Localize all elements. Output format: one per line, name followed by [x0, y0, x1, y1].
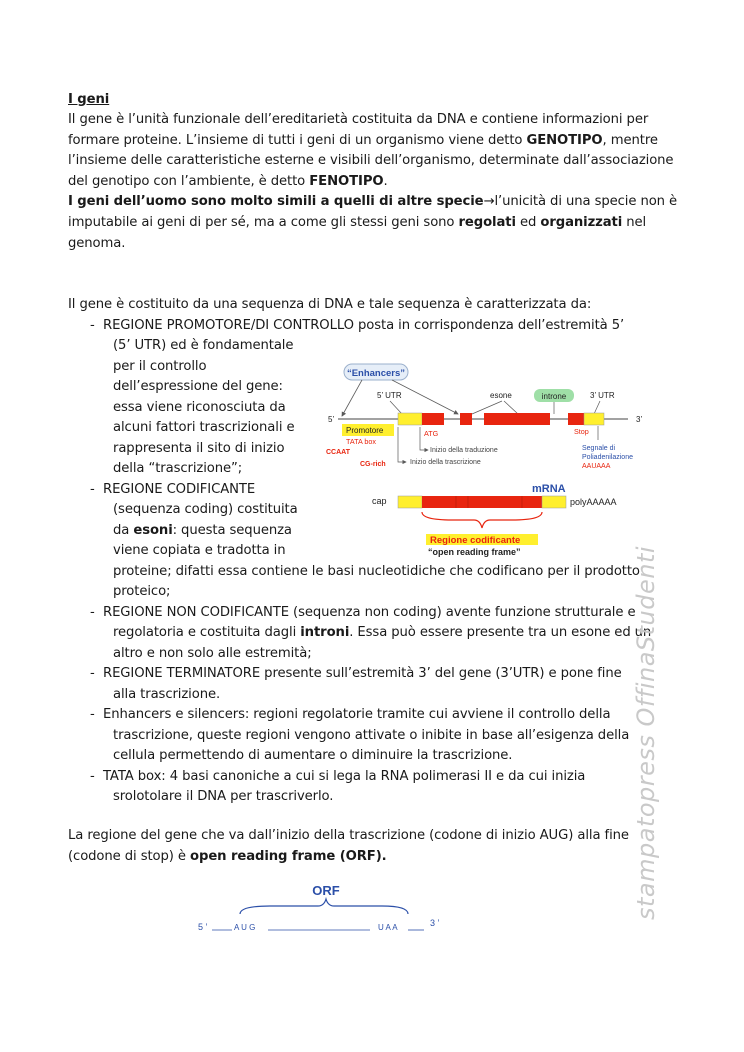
enhancer-arrow — [342, 380, 362, 416]
orf-label: ORF — [312, 883, 340, 898]
fenotipo-term: FENOTIPO — [309, 173, 384, 189]
pointer-line — [390, 401, 402, 414]
intro-text: . — [383, 173, 388, 189]
enhancers-label: “Enhancers” — [346, 368, 406, 379]
utr3-block — [584, 413, 604, 425]
list-dash: - — [90, 707, 95, 722]
three-utr-label: 3’ UTR — [590, 391, 615, 400]
list-line: (sequenza coding) costituita — [113, 502, 298, 517]
list-line: (5’ UTR) ed è fondamentale — [113, 338, 294, 353]
utr5-block — [398, 413, 422, 425]
list-line: dell’espressione del gene: — [113, 379, 283, 394]
lead-sentence: Il gene è costituito da una sequenza di DNA e tale sequenza è caratterizzata da: — [68, 297, 592, 312]
gene-structure-diagram — [322, 356, 658, 562]
stop-label: Stop — [574, 427, 589, 436]
regione-codificante-label: Regione codificante — [430, 535, 521, 546]
orf-five-prime: 5 ’ — [198, 922, 208, 932]
orf-paragraph-text: La regione del gene che va dall’inizio della trascrizione (codone di inizio AUG) alla fine (codone di stop) è — [68, 828, 629, 864]
organizzati-term: organizzati — [540, 214, 623, 230]
inizio-trascrizione-label: Inizio della trascrizione — [410, 459, 481, 466]
list-dash: - — [90, 666, 95, 681]
list-line: REGIONE NON CODIFICANTE (sequenza non coding) avente funzione strutturale e — [103, 605, 636, 620]
intro-text: ed — [515, 214, 541, 230]
mrna-coding — [422, 496, 542, 508]
key-statement: I geni dell’uomo sono molto simili a quelli di altre specie — [68, 194, 484, 210]
exon-block — [422, 413, 444, 425]
intro-text: Il gene è l’unità funzionale dell’ereditarietà costituita da DNA e contiene informazioni per formare proteine. L’insieme di tutti i geni di un organismo viene detto — [68, 112, 649, 148]
promotore-label: Promotore — [346, 426, 384, 435]
exon-block — [568, 413, 584, 425]
three-prime-label: 3’ — [636, 415, 643, 424]
list-line: alla trascrizione. — [113, 687, 221, 702]
mrna-utr5 — [398, 496, 422, 508]
orf-aug: A U G — [234, 923, 256, 932]
list-line: altro e non solo alle estremità; — [113, 646, 312, 661]
list-line: viene copiata e tradotta in — [113, 543, 286, 558]
list-line: REGIONE PROMOTORE/DI CONTROLLO posta in corrispondenza dell’estremità 5’ — [103, 318, 625, 333]
inizio-traduzione-label: Inizio della traduzione — [430, 447, 498, 454]
list-line: Enhancers e silencers: regioni regolatorie tramite cui avviene il controllo della — [103, 707, 611, 722]
list-line: cellula permettendo di aumentare o diminuire la trascrizione. — [113, 748, 513, 763]
list-line: srolotolare il DNA per trascriverlo. — [113, 789, 334, 804]
watermark: stampatopress OffinaStudenti — [632, 545, 660, 920]
list-line: essa viene riconosciuta da — [113, 400, 286, 415]
list-dash: - — [90, 318, 95, 333]
five-utr-label: 5’ UTR — [377, 391, 402, 400]
list-line: trascrizione, queste regioni vengono attivate o inibite in base all’esigenza della — [113, 728, 630, 743]
list-line: proteine; difatti essa contiene le basi nucleotidiche che codificano per il prodotto — [113, 564, 640, 579]
esone-label: esone — [490, 391, 512, 400]
arrow-glyph: → — [483, 194, 495, 210]
list-line: rappresenta il sito di inizio — [113, 441, 285, 456]
orf-uaa: U A A — [378, 923, 398, 932]
intro-text: nel genoma. — [68, 214, 647, 251]
list-dash: - — [90, 482, 95, 497]
list-line: proteico; — [113, 584, 171, 599]
pointer-line — [504, 401, 518, 414]
intro-text: , mentre l’insieme delle caratteristiche esterne e visibili dell’organismo, determinate dall’associazione del genotipo con l’ambiente, è detto — [68, 132, 674, 189]
exon-block — [460, 413, 472, 425]
list-dash: - — [90, 769, 95, 784]
cg-rich-label: CG-rich — [360, 461, 386, 468]
orf-diagram — [190, 880, 450, 940]
exon-block — [484, 413, 550, 425]
enhancer-arrow — [392, 380, 458, 414]
orf-three-prime: 3 ’ — [430, 918, 440, 928]
tata-box-label: TATA box — [346, 437, 376, 446]
list-line: REGIONE CODIFICANTE — [103, 482, 256, 497]
list-line: per il controllo — [113, 359, 207, 374]
orf-paragraph — [68, 826, 683, 867]
pointer-line — [594, 401, 600, 414]
mrna-utr3 — [542, 496, 566, 508]
list-line: della “trascrizione”; — [113, 461, 243, 476]
list-dash: - — [90, 605, 95, 620]
intro-paragraphs — [68, 110, 683, 254]
cap-label: cap — [372, 496, 387, 506]
polya-label: polyAAAAA — [570, 497, 617, 507]
open-reading-frame-label: “open reading frame” — [428, 547, 521, 557]
regolati-term: regolati — [458, 214, 516, 230]
mrna-label: mRNA — [532, 483, 566, 495]
orf-brace — [240, 899, 408, 914]
aauaaa-label: AAUAAA — [582, 463, 611, 470]
atg-label: ATG — [424, 429, 439, 438]
pointer-line — [472, 401, 502, 414]
list-line: alcuni fattori trascrizionali e — [113, 420, 295, 435]
segnale-label: Segnale di — [582, 445, 616, 452]
intro-text: l’unicità di una specie non è imputabile ai geni di per sé, ma a come gli stessi geni sono — [68, 194, 678, 230]
introni-term: introni — [300, 625, 350, 640]
genotipo-term: GENOTIPO — [526, 132, 603, 148]
section-heading: I geni — [68, 92, 110, 107]
coding-brace — [422, 512, 542, 528]
list-line: REGIONE TERMINATORE presente sull’estremità 3’ del gene (3’UTR) e pone fine — [103, 666, 622, 681]
orf-term: open reading frame (ORF). — [190, 848, 387, 864]
list-line: da esoni: questa sequenza — [113, 523, 292, 538]
list-line: TATA box: 4 basi canoniche a cui si lega la RNA polimerasi II e da cui inizia — [103, 769, 586, 784]
list-line: regolatoria e costituita dagli introni. Essa può essere presente tra un esone ed un — [113, 625, 652, 640]
ccaat-label: CCAAT — [326, 449, 350, 456]
introne-label: introne — [541, 392, 567, 401]
transcription-arrow — [398, 427, 406, 462]
segnale-label: Poliadenilazione — [582, 454, 633, 461]
esoni-term: esoni — [133, 523, 173, 538]
five-prime-label: 5’ — [328, 415, 335, 424]
